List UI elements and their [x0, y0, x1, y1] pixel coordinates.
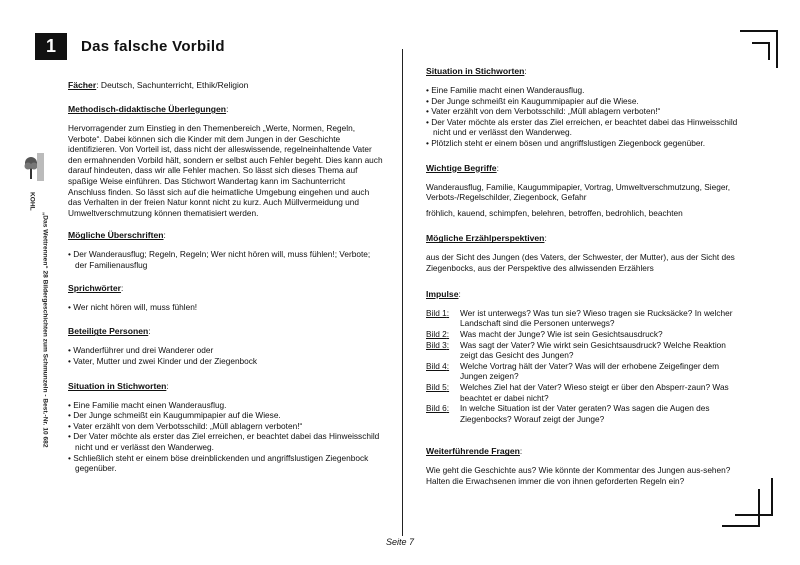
sprichwoerter-section: Sprichwörter: • Wer nicht hören will, muss fühlen! — [68, 283, 384, 313]
fragen-heading: Weiterführende Fragen — [426, 446, 520, 457]
situation-right-section: Situation in Stichworten: • Eine Familie macht einen Wanderausflug. • Der Junge schmeißt ein Kaugummipapier auf die Wiese. • Vater erzählt von dem Verbotsschild: „Müll ablagern verboten!“ • Der Vater möchte als erster das Ziel erreichen, er beachtet dabei das Hinweisschild nicht und er verlässt den Wanderweg. • Plötzlich steht er einem bösen und angriffslustigen Ziegenbock gegenüber. — [426, 66, 744, 149]
impulse-row: Bild 5: Welches Ziel hat der Vater? Wieso steigt er über den Absperr-zaun? Was beachtet er dabei nicht? — [426, 381, 729, 403]
corner-frame-top-inner — [752, 42, 770, 60]
methodisch-heading: Methodisch-didaktische Überlegungen — [68, 104, 227, 114]
fragen-text: Wie geht die Geschichte aus? Wie könnte der Kommentar des Jungen aus-sehen? Halten die Erwachsenen immer die von ihnen geforderten Regeln ein? — [426, 465, 731, 487]
situation-left-heading: Situation in Stichworten — [68, 380, 167, 391]
list-item: • Vater, Mutter und zwei Kinder und der Ziegenbock — [68, 356, 384, 367]
impulse-row: Bild 3: Was sagt der Vater? Wie wirkt sein Gesichtsausdruck? Welche Reaktion zeigt das Gesicht des Jungen? — [426, 339, 726, 361]
page-number: Seite 7 — [385, 537, 415, 547]
impulse-row: Bild 6: In welche Situation ist der Vater geraten? Was sagen die Augen des Ziegenbocks? Worauf zeigt der Junge? — [426, 403, 710, 424]
sprichwoerter-text: • Wer nicht hören will, muss fühlen! — [68, 302, 384, 313]
right-column — [426, 66, 744, 487]
list-item: • Der Junge schmeißt ein Kaugummipapier auf die Wiese. — [426, 96, 744, 107]
left-column — [68, 80, 384, 474]
personen-heading: Beteiligte Personen — [68, 326, 149, 337]
list-item: • Eine Familie macht einen Wanderausflug. — [68, 400, 384, 411]
impulse-row: Bild 1: Wer ist unterwegs? Was tun sie? Wieso tragen sie Rucksäcke? In welcher Landschaft sind die Personen unterwegs? — [426, 307, 733, 329]
situation-left-section: Situation in Stichworten: • Eine Familie macht einen Wanderausflug. • Der Junge schmeißt ein Kaugummipapier auf die Wiese. • Vater erzählt von dem Verbotsschild: „Müll ablagern verboten!“ • Der Vater möchte als erster das Ziel erreichen, er beachtet dabei das Hinweisschild nicht und er verlässt den Wanderweg. • Schließlich steht er einem böse dreinblickenden und angriffslustigen Ziegenbock gegenüber. — [68, 381, 384, 474]
methodisch-section: Methodisch-didaktische Überlegungen: Hervorragender zum Einstieg in den Themenbereich „Werte, Normen, Regeln, Verbote“. Dabei können sich die Kinder mit dem Jungen in der Geschichte identifizieren. Von Vorteil ist, dass nicht der alleswissende, regelneinhaltende Vater den ermahnenden Vorbild hält, sondern er selbst auch Fehler begeht. Dies kann auch darauf hindeuten, dass wir alle Fehler machen. So lässt sich dieses Thema auf spaßige Weise einführen. Das Stichwort Wandertag kann im Sachunterricht Anschluss finden. So lässt sich auf die heimatliche Umgebung eingehen und auch das Verhalten in der freien Natur konnt nicht zu kurz. Auch Müllvermeidung und Umweltverschmutzung können thematisiert werden. — [68, 104, 383, 218]
list-item: • Vater erzählt von dem Verbotsschild: „Müll ablagern verboten!“ — [426, 106, 744, 117]
list-item: • Der Junge schmeißt ein Kaugummipapier auf die Wiese. — [68, 410, 384, 421]
impulse-row: Bild 2: Was macht der Junge? Wie ist sein Gesichtsausdruck? — [426, 328, 663, 339]
fragen-section: Weiterführende Fragen: Wie geht die Geschichte aus? Wie könnte der Kommentar des Jungen aus-sehen? Halten die Erwachsenen immer die von ihnen geforderten Regeln ein? — [426, 446, 744, 486]
list-item: • Plötzlich steht er einem bösen und angriffslustigen Ziegenbock gegenüber. — [426, 138, 744, 149]
perspektiven-text: aus der Sicht des Jungen (des Vaters, der Schwester, der Mutter), aus der Sicht des Ziegenbocks, aus der Perspektive des allwissenden Erzählers — [426, 252, 735, 274]
impulse-heading: Impulse — [426, 288, 459, 299]
list-item: • Wanderführer und drei Wanderer oder — [68, 345, 384, 356]
personen-section: Beteiligte Personen: • Wanderführer und drei Wanderer oder • Vater, Mutter und zwei Kinder und der Ziegenbock — [68, 326, 384, 366]
perspektiven-section: Mögliche Erzählperspektiven: aus der Sicht des Jungen (des Vaters, der Schwester, der Mutter), aus der Sicht des Ziegenbocks, aus der Perspektive des allwissenden Erzählers — [426, 233, 744, 273]
methodisch-text: Hervorragender zum Einstieg in den Themenbereich „Werte, Normen, Regeln, Verbote“. Dabei können sich die Kinder mit dem Jungen in der Geschichte identifizieren. Von Vorteil ist, dass nicht der alleswissende, regelneinhaltende Vater den ermahnenden Vorbild hält, sondern er selbst auch Fehler begeht. Dies kann auch darauf hindeuten, dass wir alle Fehler machen. So lässt sich dieses Thema auf spaßige Weise einführen. Das Stichwort Wandertag kann im Sachunterricht Anschluss finden. So lässt sich auf die heimatliche Umgebung eingehen und auch das Verhalten in der freien Natur konnt nicht zu kurz. Auch Müllvermeidung und Umweltverschmutzung können thematisiert werden. — [68, 123, 383, 218]
situation-right-heading: Situation in Stichworten — [426, 66, 525, 76]
book-reference: „Das Wettrennen“ 28 Bildergeschichten zum Schmunzeln - Best.-Nr. 10 682 — [41, 212, 49, 448]
ueberschriften-text: • Der Wanderausflug; Regeln, Regeln; Wer nicht hören will, muss fühlen!; Verbote; der Familienausflug — [68, 249, 384, 270]
list-item: • Der Vater möchte als erster das Ziel erreichen, er beachtet dabei das Hinweisschild nicht und er verlässt den Wanderweg. — [68, 431, 384, 452]
perspektiven-heading: Mögliche Erzählperspektiven — [426, 233, 545, 244]
begriffe-section: Wichtige Begriffe: Wanderausflug, Familie, Kaugummipapier, Vortrag, Umweltverschmutzung, Sieger, Verbots-/Regelschilder, Ziegenbock, Gefahr fröhlich, kauend, schimpfen, belehren, betroffen, bedrohlich, beachten — [426, 163, 744, 219]
begriffe-text-1: Wanderausflug, Familie, Kaugummipapier, Vortrag, Umweltverschmutzung, Sieger, Verbots-/Regelschilder, Ziegenbock, Gefahr — [426, 181, 731, 203]
list-item: • Vater erzählt von dem Verbotsschild: „Müll ablagern verboten!“ — [68, 421, 384, 432]
chapter-number: 1 — [35, 33, 67, 60]
column-divider — [402, 49, 403, 536]
impulse-section: Impulse: Bild 1: Wer ist unterwegs? Was tun sie? Wieso tragen sie Rucksäcke? In welcher Landschaft sind die Personen unterwegs? Bild 2: Was macht der Junge? Wie ist sein Gesichtsausdruck? Bild 3: Was sagt der Vater? Wie wirkt sein Gesichtsausdruck? Welche Reaktion zeigt das Gesicht des Jungen? Bild 4: Welche Vortrag hält der Vater? Was will der erhobene Zeigefinger dem Jungen zeigen? Bild 5: Welches Ziel hat der Vater? Wieso steigt er über den Absperr-zaun? Was beachtet er dabei nicht? Bild 6: In welche Situation ist der Vater geraten? Was sagen die Augen des Ziegenbocks? Worauf zeigt der Junge? — [426, 289, 744, 425]
ueberschriften-section: Mögliche Überschriften: • Der Wanderausflug; Regeln, Regeln; Wer nicht hören will, muss fühlen!; Verbote; der Familienausflug — [68, 230, 384, 270]
corner-frame-bottom-inner — [722, 489, 760, 527]
sidebar-book-info — [14, 160, 49, 448]
page-title: Das falsche Vorbild — [81, 38, 225, 55]
begriffe-heading: Wichtige Begriffe — [426, 162, 497, 173]
list-item: • Schließlich steht er einem böse dreinblickenden und angriffslustigen Ziegenbock gegenüber. — [68, 453, 384, 474]
ueberschriften-heading: Mögliche Überschriften — [68, 230, 164, 241]
list-item: • Eine Familie macht einen Wanderausflug. — [426, 85, 744, 96]
begriffe-text-2: fröhlich, kauend, schimpfen, belehren, betroffen, bedrohlich, beachten — [426, 207, 683, 218]
impulse-row: Bild 4: Welche Vortrag hält der Vater? Was will der erhobene Zeigefinger dem Jungen zeigen? — [426, 360, 720, 382]
publisher-name: KOHL — [28, 192, 36, 211]
list-item: • Der Vater möchte als erster das Ziel erreichen, er beachtet dabei das Hinweisschild nicht und er verlässt den Wanderweg. — [426, 117, 744, 138]
faecher-line: Fächer: Deutsch, Sachunterricht, Ethik/Religion — [68, 80, 249, 90]
sprichwoerter-heading: Sprichwörter — [68, 282, 122, 293]
